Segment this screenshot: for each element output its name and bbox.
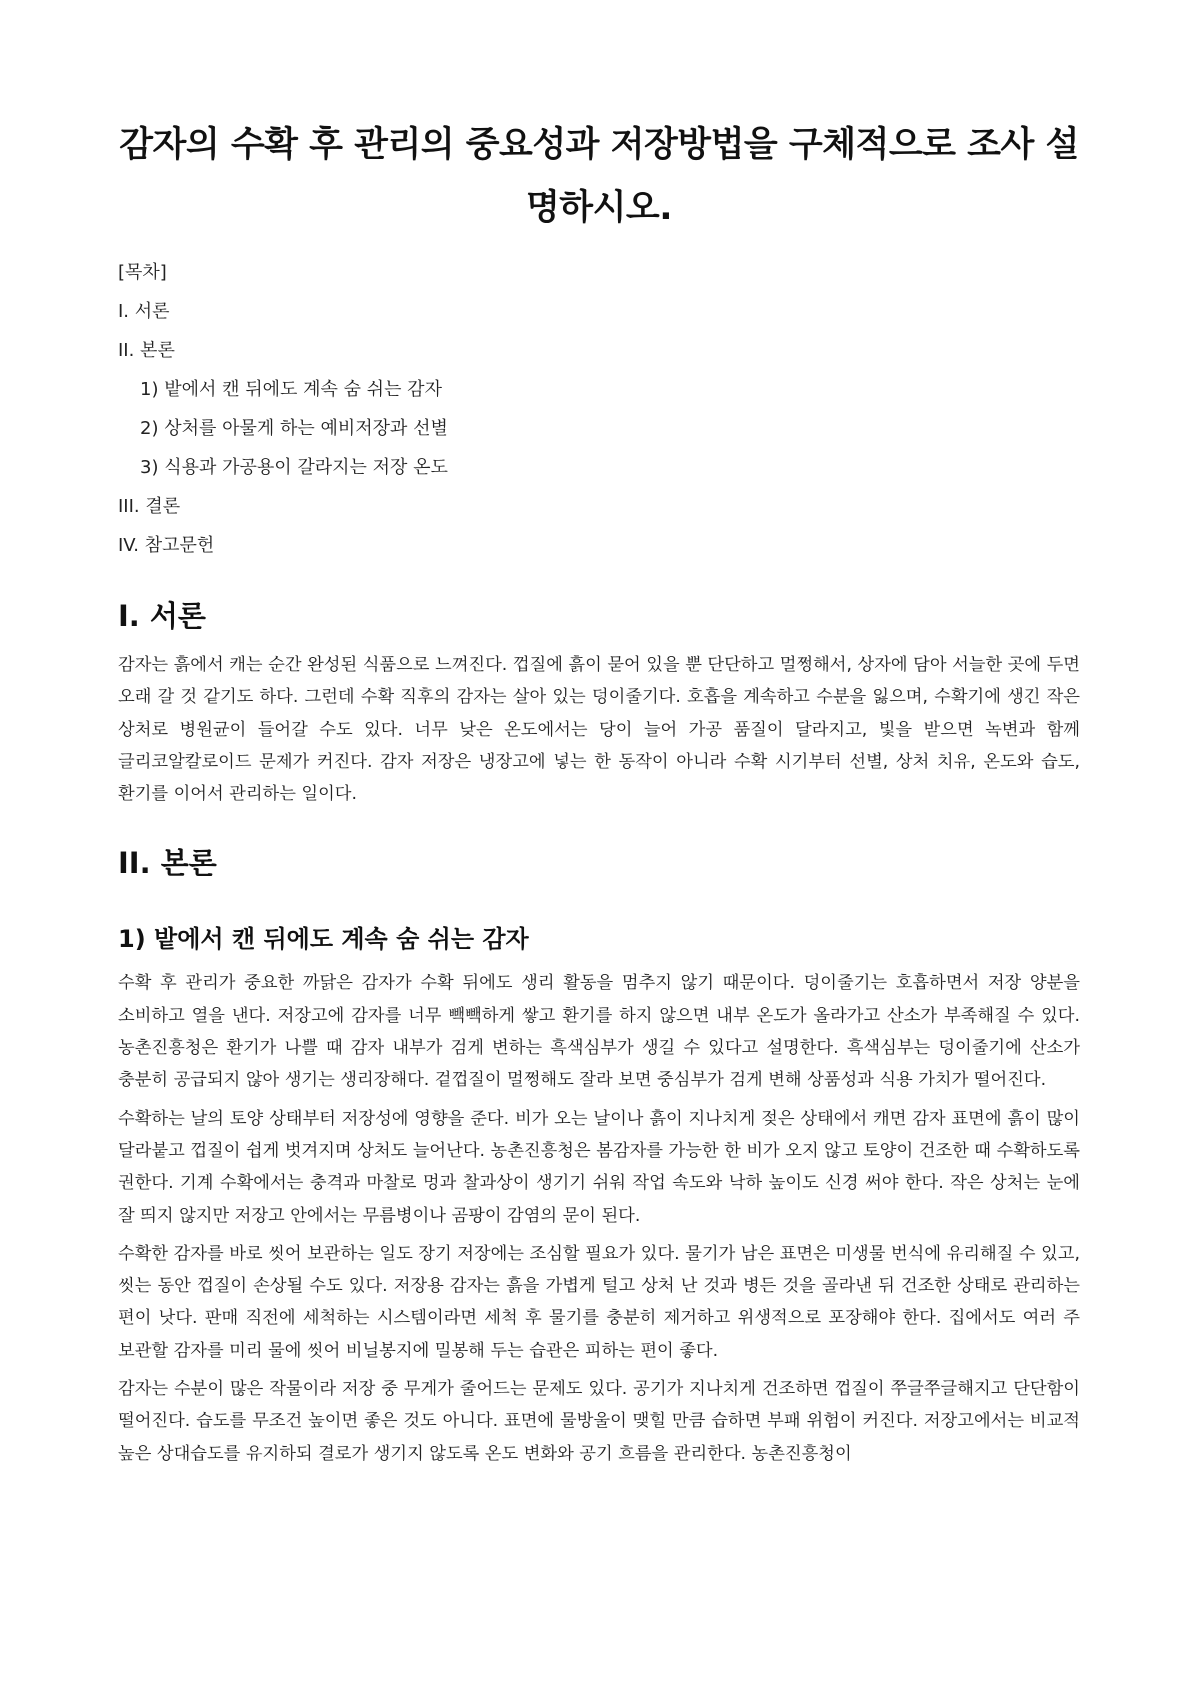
subsection-heading-1: 1) 밭에서 캔 뒤에도 계속 숨 쉬는 감자: [118, 925, 529, 954]
toc-item-introduction: I. 서론: [118, 301, 170, 322]
section-heading-main-body: II. 본론: [118, 846, 217, 881]
table-of-contents: [118, 260, 1080, 572]
body-paragraph: 감자는 수분이 많은 작물이라 저장 중 무게가 줄어드는 문제도 있다. 공기가 지나치게 건조하면 껍질이 쭈글쭈글해지고 단단함이 떨어진다. 습도를 무조건 높이면 좋은 것도 아니다. 표면에 물방울이 맺힐 만큼 습하면 부패 위험이 커진다. 저장고에서는 비교적 높은 상대습도를 유지하되 결로가 생기지 않도록 온도 변화와 공기 흐름을 관리한다. 농촌진흥청이: [118, 1379, 1080, 1464]
section-heading-introduction: I. 서론: [118, 599, 206, 633]
toc-item-subsection-3: 3) 식용과 가공용이 갈라지는 저장 온도: [140, 457, 448, 478]
body-paragraph: 수확한 감자를 바로 씻어 보관하는 일도 장기 저장에는 조심할 필요가 있다. 물기가 남은 표면은 미생물 번식에 유리해질 수 있고, 씻는 동안 껍질이 손상될 수도 있다. 저장용 감자는 흙을 가볍게 털고 상처 난 것과 병든 것을 골라낸 뒤 건조한 상태로 관리하는 편이 낫다. 판매 직전에 세척하는 시스템이라면 세척 후 물기를 충분히 제거하고 위생적으로 포장해야 한다. 집에서도 여러 주 보관할 감자를 미리 물에 씻어 비닐봉지에 밀봉해 두는 습관은 피하는 편이 좋다.: [118, 1243, 1080, 1361]
introduction-paragraph: 감자는 흙에서 캐는 순간 완성된 식품으로 느껴진다. 껍질에 흙이 묻어 있을 뿐 단단하고 멀쩡해서, 상자에 담아 서늘한 곳에 두면 오래 갈 것 같기도 하다. 그런데 수확 직후의 감자는 살아 있는 덩이줄기다. 호흡을 계속하고 수분을 잃으며, 수확기에 생긴 작은 상처로 병원균이 들어갈 수도 있다. 너무 낮은 온도에서는 당이 늘어 가공 품질이 달라지고, 빛을 받으면 녹변과 함께 글리코알칼로이드 문제가 커진다. 감자 저장은 냉장고에 넣는 한 동작이 아니라 수확 시기부터 선별, 상처 치유, 온도와 습도, 환기를 이어서 관리하는 일이다.: [118, 655, 1080, 805]
toc-item-conclusion: III. 결론: [118, 496, 181, 517]
body-paragraph: 수확하는 날의 토양 상태부터 저장성에 영향을 준다. 비가 오는 날이나 흙이 지나치게 젖은 상태에서 캐면 감자 표면에 흙이 많이 달라붙고 껍질이 쉽게 벗겨지며 상처도 늘어난다. 농촌진흥청은 봄감자를 가능한 한 비가 오지 않고 토양이 건조한 때 수확하도록 권한다. 기계 수확에서는 충격과 마찰로 멍과 찰과상이 생기기 쉬워 작업 속도와 낙하 높이도 신경 써야 한다. 작은 상처는 눈에 잘 띄지 않지만 저장고 안에서는 무름병이나 곰팡이 감염의 문이 된다.: [118, 1108, 1080, 1226]
toc-item-subsection-1: 1) 밭에서 캔 뒤에도 계속 숨 쉬는 감자: [140, 379, 442, 400]
toc-heading: [목차]: [118, 262, 167, 283]
toc-item-references: IV. 참고문헌: [118, 535, 215, 556]
document-title: 감자의 수확 후 관리의 중요성과 저장방법을 구체적으로 조사 설명하시오.: [119, 125, 1079, 228]
body-paragraph: 수확 후 관리가 중요한 까닭은 감자가 수확 뒤에도 생리 활동을 멈추지 않기 때문이다. 덩이줄기는 호흡하면서 저장 양분을 소비하고 열을 낸다. 저장고에 감자를 너무 빽빽하게 쌓고 환기를 하지 않으면 내부 온도가 올라가고 산소가 부족해질 수 있다. 농촌진흥청은 환기가 나쁠 때 감자 내부가 검게 변하는 흑색심부가 생길 수 있다고 설명한다. 흑색심부는 덩이줄기에 산소가 충분히 공급되지 않아 생기는 생리장해다. 겉껍질이 멀쩡해도 잘라 보면 중심부가 검게 변해 상품성과 식용 가치가 떨어진다.: [118, 973, 1080, 1091]
toc-item-subsection-2: 2) 상처를 아물게 하는 예비저장과 선별: [140, 418, 448, 439]
toc-item-main-body: II. 본론: [118, 340, 175, 361]
